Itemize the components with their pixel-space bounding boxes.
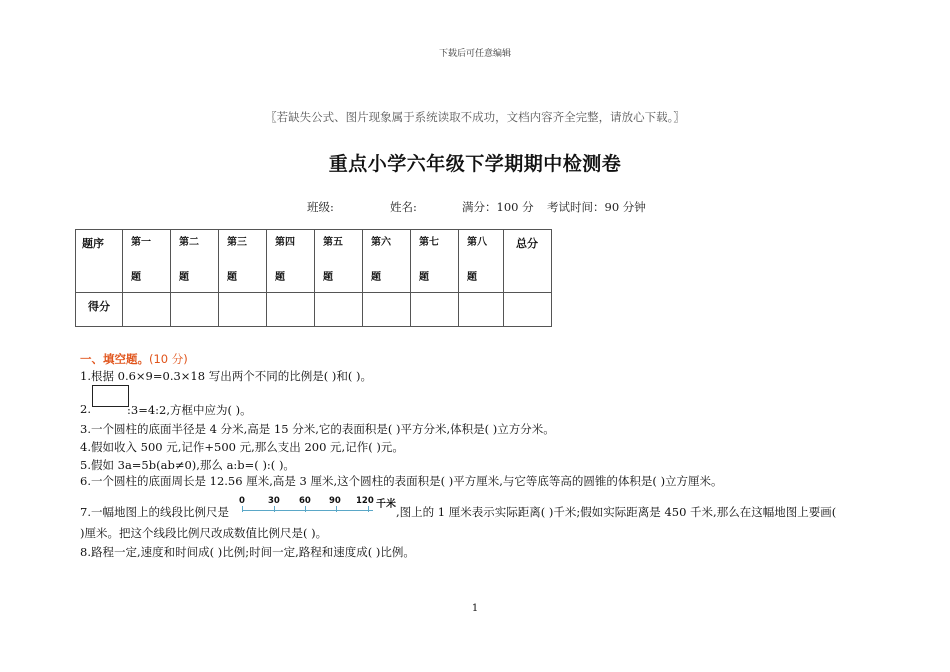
section-1-points: (10 分) [149, 352, 188, 366]
scale-tick: 30 [268, 496, 280, 506]
col-bottom: 题 [467, 272, 477, 283]
class-label: 班级: [307, 200, 334, 214]
col-bottom: 题 [179, 272, 189, 283]
section-1-heading [80, 351, 188, 367]
col-bottom: 题 [131, 272, 141, 283]
col-top: 第三 [227, 237, 247, 248]
score-cell[interactable] [171, 293, 219, 327]
score-cell[interactable] [123, 293, 171, 327]
total-score-cell[interactable] [504, 293, 552, 327]
question-col-3 [219, 230, 267, 293]
row-label-cell [76, 230, 123, 293]
score-table [75, 229, 552, 327]
col-bottom: 题 [275, 272, 285, 283]
question-col-5 [315, 230, 363, 293]
score-cell[interactable] [363, 293, 411, 327]
download-notice: 〖若缺失公式、图片现象属于系统读取不成功，文档内容齐全完整，请放心下载。〗 [265, 110, 685, 124]
name-label: 姓名: [390, 200, 417, 214]
col-bottom: 题 [227, 272, 237, 283]
col-bottom: 题 [323, 272, 333, 283]
row-label: 题序 [82, 237, 104, 250]
section-1-title: 一、填空题。 [80, 352, 149, 366]
page-number: 1 [471, 603, 479, 614]
question-col-2 [171, 230, 219, 293]
question-4: 4.假如收入 500 元,记作+500 元,那么支出 200 元,记作( )元。 [80, 440, 404, 454]
question-6: 6.一个圆柱的底面周长是 12.56 厘米,高是 3 厘米,这个圆柱的表面积是( )平方厘米,与它等底等高的圆锥的体积是( )立方厘米。 [80, 474, 723, 488]
page-header: 下载后可任意编辑 [438, 49, 511, 59]
scale-line [242, 510, 373, 511]
question-3: 3.一个圆柱的底面半径是 4 分米,高是 15 分米,它的表面积是( )平方分米,体积是( )立方分米。 [80, 422, 555, 436]
page-title: 重点小学六年级下学期期中检测卷 [328, 153, 622, 175]
blank-box [92, 385, 129, 407]
scale-tick: 120 [356, 496, 374, 506]
question-2: :3=4:2,方框中应为( )。 [127, 403, 252, 417]
col-top: 第六 [371, 237, 391, 248]
col-top: 第二 [179, 237, 199, 248]
col-bottom: 题 [419, 272, 429, 283]
scale-mark [336, 506, 337, 512]
question-col-8 [459, 230, 504, 293]
col-top: 第四 [275, 237, 295, 248]
score-cell[interactable] [219, 293, 267, 327]
col-top: 第一 [131, 237, 151, 248]
col-top: 第八 [467, 237, 487, 248]
score-label-cell [76, 293, 123, 327]
col-top: 第七 [419, 237, 439, 248]
scale-mark [368, 506, 369, 512]
question-col-7 [411, 230, 459, 293]
total-col [504, 230, 552, 293]
col-bottom: 题 [371, 272, 381, 283]
question-2-number: 2. [80, 402, 91, 416]
score-label: 得分 [88, 300, 110, 313]
scale-unit: 千米 [376, 499, 396, 510]
scale-mark [242, 506, 243, 512]
score-cell[interactable] [459, 293, 504, 327]
question-5: 5.假如 3a=5b(ab≠0),那么 a:b=( ):( )。 [80, 458, 295, 472]
score-cell[interactable] [411, 293, 459, 327]
full-score-label: 满分：100 分 [462, 200, 534, 214]
scale-bar [238, 496, 374, 514]
score-cell[interactable] [315, 293, 363, 327]
score-table-score-row [76, 293, 552, 327]
score-table-header-row [76, 230, 552, 293]
col-top: 第五 [323, 237, 343, 248]
scale-tick: 60 [299, 496, 311, 506]
question-8: 8.路程一定,速度和时间成( )比例;时间一定,路程和速度成( )比例。 [80, 545, 415, 559]
score-cell[interactable] [267, 293, 315, 327]
question-col-1 [123, 230, 171, 293]
scale-tick: 90 [329, 496, 341, 506]
question-7-part-b: ,图上的 1 厘米表示实际距离( )千米;假如实际距离是 450 千米,那么在这幅地图上要画( [396, 505, 837, 519]
question-7-part-c: )厘米。把这个线段比例尺改成数值比例尺是( )。 [80, 526, 328, 540]
total-label: 总分 [516, 237, 538, 250]
scale-mark [274, 506, 275, 512]
exam-time-label: 考试时间：90 分钟 [547, 200, 646, 214]
question-7-part-a: 7.一幅地图上的线段比例尺是 [80, 505, 229, 519]
scale-tick: 0 [239, 496, 245, 506]
question-1: 1.根据 0.6×9=0.3×18 写出两个不同的比例是( )和( )。 [80, 369, 372, 383]
question-col-6 [363, 230, 411, 293]
scale-mark [305, 506, 306, 512]
question-col-4 [267, 230, 315, 293]
